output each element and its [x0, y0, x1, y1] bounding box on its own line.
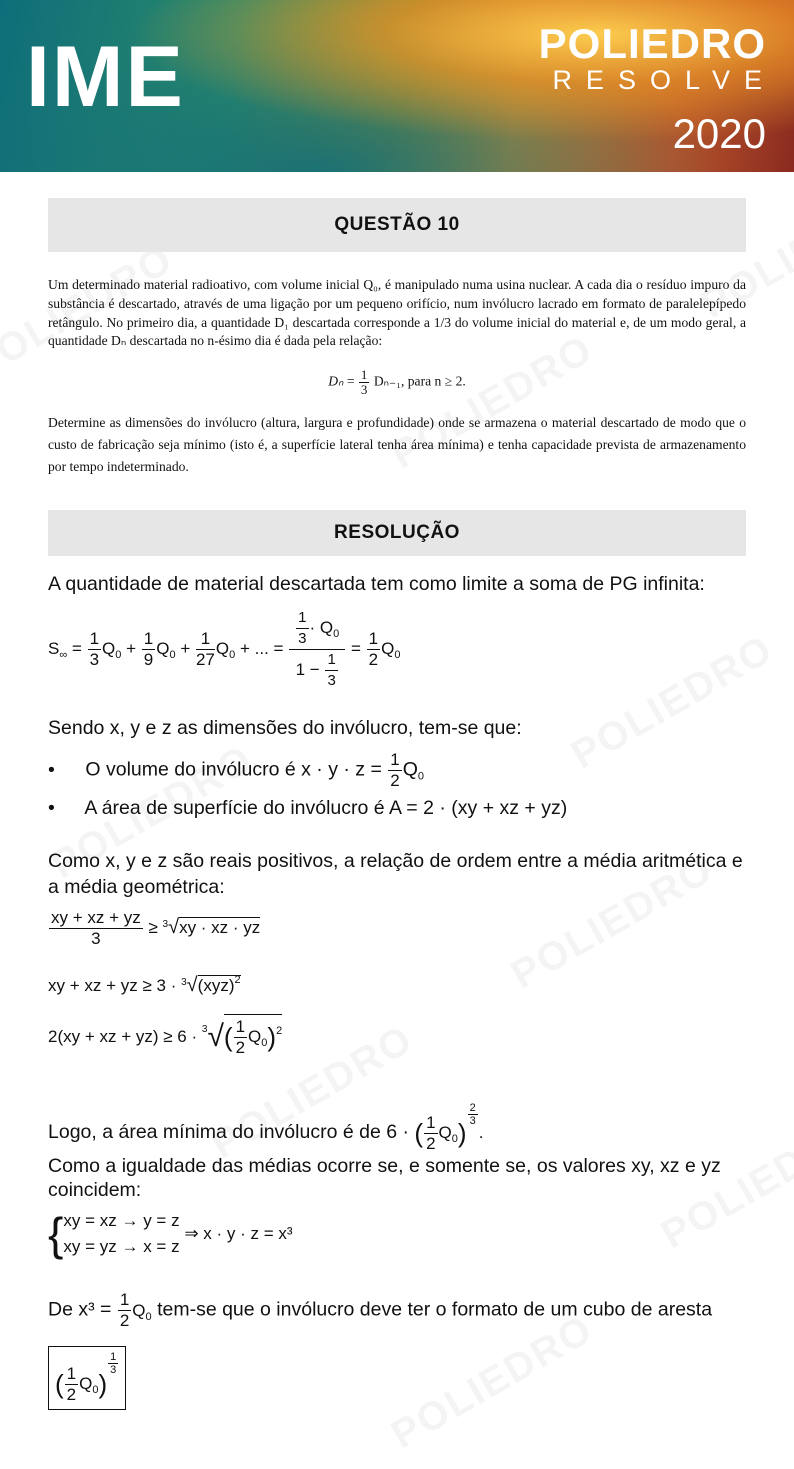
bullet-area-text: A área de superfície do invólucro é A = 2 · (xy + xz + yz)	[84, 797, 568, 819]
minimum-area-line: Logo, a área mínima do invólucro é de 6 · ( $\frac{1}{2}$ $Q_0$) $\frac{2}{3}$ .	[48, 1102, 484, 1154]
resolution-line-6-post: tem-se que o invólucro deve ter o formato de um cubo de aresta	[157, 1298, 713, 1321]
resolution-heading-text: RESOLUÇÃO	[334, 522, 460, 543]
equality-system: { xy = xz → y = z xy = yz → x = z ⇒ x · y · z = x³	[48, 1208, 293, 1260]
bullet-volume-text: O volume do invólucro é x · y · z =	[85, 758, 382, 781]
question-heading-text: QUESTÃO 10	[334, 214, 460, 235]
question-paragraph-2	[48, 412, 746, 478]
resolution-line-3: Como x, y e z são reais positivos, a relação de ordem entre a média aritmética e a média geométrica:	[48, 850, 743, 898]
am-gm-inequality: $\frac{xy + xz + yz}{3}$ ≥ $^3$√xy · xz · yz	[51, 908, 261, 948]
question-text-2: Determine as dimensões do invólucro (altura, largura e profundidade) onde se armazena o material descartado de modo que o custo de fabricação seja mínimo (isto é, a superfície lateral tenha área mínima) e tenha capacidade prevista de armazenamento por tempo indeterminado.	[48, 415, 746, 474]
bullet-area: • A área de superfície do invólucro é A = 2 · (xy + xz + yz)	[48, 797, 568, 819]
question-text-1: Um determinado material radioativo, com volume inicial Q₀, é manipulado numa usina nuclear. A cada dia o resíduo impuro da substância é descartado, através de uma ligação por um pequeno orifício, num invólucro lacrado em formato de paralelepípedo retângulo. No primeiro dia, a quantidade D₁ descartada corresponde a 1/3 do volume inicial do material e, de um modo geral, a quantidade Dₙ descartada no n-ésimo dia é dada pela relação:	[48, 277, 746, 349]
resolution-line-6: De x³ = $\frac{1}{2}$ $Q_0$ tem-se que o invólucro deve ter o formato de um cubo de aresta	[48, 1290, 713, 1330]
system-line-2: xy = yz → x = z	[63, 1237, 180, 1256]
inequality-step-3: 2(xy + xz + yz) ≥ 6 · $^3$√( $\frac{1}{2}$ $Q_0)^2$	[48, 1014, 282, 1058]
minimum-area-text: Logo, a área mínima do invólucro é de 6 ·	[48, 1121, 409, 1143]
question-paragraph-1	[48, 276, 746, 351]
inequality-step-2-text: xy + xz + yz ≥ 3 ·	[48, 976, 177, 995]
resolution-line-5: Como a igualdade das médias ocorre se, e somente se, os valores xy, xz e yz coincidem:	[48, 1155, 721, 1201]
brand-subtitle: RESOLVE	[552, 65, 776, 95]
bullet-volume: • O volume do invólucro é x · y · z = $\frac{1}{2}$ $Q_0$	[48, 750, 425, 790]
question-heading	[48, 198, 746, 252]
system-result: ⇒ x · y · z = x³	[184, 1224, 293, 1243]
question-relation: Dₙ = $\frac{1}{3}$ Dₙ₋₁, para n ≥ 2.	[328, 367, 466, 397]
inequality-step-2: xy + xz + yz ≥ 3 · $^3$√(xyz)$^2$	[48, 974, 241, 996]
brand-name: POLIEDRO	[538, 20, 766, 67]
header-banner	[0, 0, 794, 172]
relation-tail: Dₙ₋₁, para n ≥ 2.	[373, 373, 466, 389]
resolution-heading	[48, 510, 746, 556]
resolution-line-2: Sendo x, y e z as dimensões do invólucro, tem-se que:	[48, 717, 522, 739]
exam-year: 2020	[672, 110, 766, 157]
infinite-sum-formula: $S_\infty$ = $\frac{1}{3}$ $Q_0$ + $\frac{1}{9}$ $Q_0$ + $\frac{1}{27}$ $Q_0$ + ... = $\frac{1}{3}$ · $Q_0$ 1 − $\frac{1}{3}$ = $\frac{1}{2}$ $Q_0$	[48, 609, 401, 689]
resolution-line-1: A quantidade de material descartada tem como limite a soma de PG infinita:	[48, 573, 705, 595]
resolution-line-6-pre: De x³ =	[48, 1298, 112, 1321]
system-line-1: xy = xz → y = z	[63, 1211, 180, 1230]
final-answer-box: ( $\frac{1}{2}$ $Q_0$) $\frac{1}{3}$	[48, 1346, 126, 1410]
exam-title: IME	[26, 29, 185, 125]
brand-logo	[538, 20, 776, 164]
